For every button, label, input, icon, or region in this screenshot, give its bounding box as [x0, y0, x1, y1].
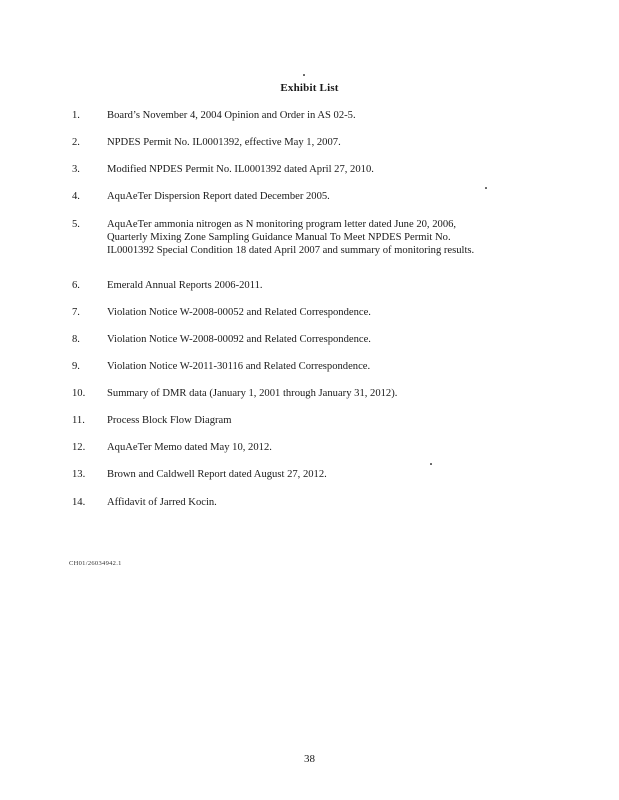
exhibit-description: [107, 163, 527, 176]
document-code: CH01/26034942.1: [69, 560, 122, 567]
exhibit-description-line: Affidavit of Jarred Kocin.: [107, 497, 217, 508]
exhibit-description: [107, 109, 527, 122]
exhibit-description-line: Quarterly Mixing Zone Sampling Guidance Manual To Meet NPDES Permit No.: [107, 232, 451, 243]
exhibit-number: 8.: [72, 334, 80, 345]
exhibit-description-line: AquAeTer ammonia nitrogen as N monitoring program letter dated June 20, 2006,: [107, 219, 457, 230]
exhibit-description: [107, 414, 527, 427]
exhibit-description-line: Summary of DMR data (January 1, 2001 through January 31, 2012).: [107, 388, 398, 399]
exhibit-description-line: Emerald Annual Reports 2006-2011.: [107, 280, 263, 291]
exhibit-description-line: Brown and Caldwell Report dated August 27, 2012.: [107, 469, 327, 480]
exhibit-description: [107, 468, 527, 481]
exhibit-number: 13.: [72, 469, 86, 480]
exhibit-description-line: Process Block Flow Diagram: [107, 415, 232, 426]
exhibit-number: 4.: [72, 191, 80, 202]
exhibit-description-line: Violation Notice W-2008-00092 and Related Correspondence.: [107, 334, 371, 345]
exhibit-number: 10.: [72, 388, 86, 399]
exhibit-number: 2.: [72, 137, 80, 148]
scan-speck: [485, 187, 487, 189]
exhibit-number: 7.: [72, 307, 80, 318]
exhibit-description: [107, 496, 527, 509]
scan-speck: [303, 74, 305, 76]
exhibit-description-line: AquAeTer Memo dated May 10, 2012.: [107, 442, 272, 453]
exhibit-description: [107, 441, 527, 454]
exhibit-number: 14.: [72, 497, 86, 508]
exhibit-number: 3.: [72, 164, 80, 175]
exhibit-description: [107, 279, 527, 292]
exhibit-description-line: IL0001392 Special Condition 18 dated April 2007 and summary of monitoring results.: [107, 245, 475, 256]
exhibit-description: [107, 306, 527, 319]
exhibit-description: [107, 190, 527, 203]
exhibit-description-line: Violation Notice W-2011-30116 and Related Correspondence.: [107, 361, 371, 372]
exhibit-description: [107, 333, 527, 346]
exhibit-description-line: Board’s November 4, 2004 Opinion and Order in AS 02-5.: [107, 110, 356, 121]
exhibit-description-line: NPDES Permit No. IL0001392, effective May 1, 2007.: [107, 137, 341, 148]
exhibit-description: [107, 136, 527, 149]
page-number: 38: [304, 753, 315, 765]
exhibit-description: [107, 387, 527, 400]
exhibit-number: 1.: [72, 110, 80, 121]
exhibit-number: 11.: [72, 415, 85, 426]
exhibit-number: 9.: [72, 361, 80, 372]
exhibit-description: [107, 218, 527, 257]
scan-speck: [430, 463, 432, 465]
exhibit-description-line: Modified NPDES Permit No. IL0001392 dated April 27, 2010.: [107, 164, 374, 175]
exhibit-number: 6.: [72, 280, 80, 291]
page-title: Exhibit List: [280, 82, 339, 94]
exhibit-number: 5.: [72, 219, 80, 230]
exhibit-description-line: Violation Notice W-2008-00052 and Related Correspondence.: [107, 307, 371, 318]
exhibit-number: 12.: [72, 442, 86, 453]
exhibit-description-line: AquAeTer Dispersion Report dated December 2005.: [107, 191, 330, 202]
exhibit-description: [107, 360, 527, 373]
